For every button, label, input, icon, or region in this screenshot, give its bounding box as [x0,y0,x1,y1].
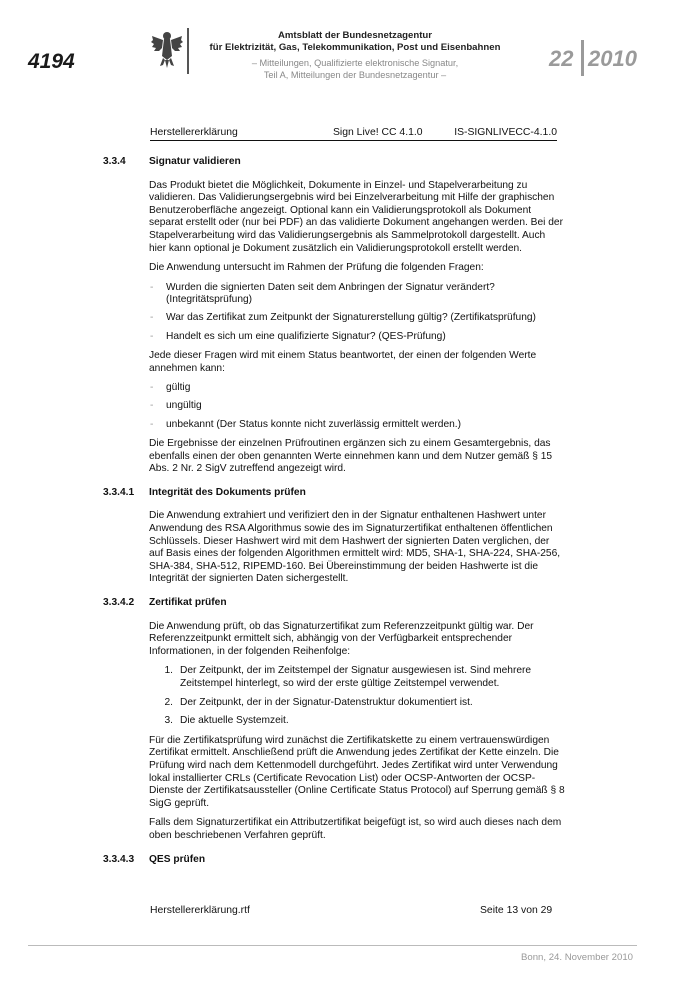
document-header-right: IS-SIGNLIVECC-4.1.0 [454,127,557,138]
dash-bullet: - [150,382,154,394]
paragraph: Die Anwendung untersucht im Rahmen der Prüfung die folgenden Fragen: [149,262,484,274]
gazette-title-line2: für Elektrizität, Gas, Telekommunikation, Post und Eisenbahnen [209,42,501,53]
dash-bullet: - [150,418,154,430]
list-number: 1. [164,665,173,677]
emblem-divider [187,28,189,74]
document-header [150,126,557,141]
status-list [149,382,565,431]
bottom-divider [28,945,637,946]
section-number: 3.3.4.3 [103,853,135,865]
section-number: 3.3.4.2 [103,597,135,609]
list-item: - Wurden die signierten Daten seit dem Anbringen der Signatur verändert? (Integritätsprüfung) [150,281,495,306]
footer-page-count: Seite 13 von 29 [480,905,553,916]
reference-time-list [149,665,565,727]
section-heading-3-3-4-2 [103,597,565,610]
list-item: - gültig [150,382,191,394]
list-item: - unbekannt (Der Status konnte nicht zuverlässig ermittelt werden.) [150,418,462,430]
footer-filename: Herstellererklärung.rtf [150,905,250,916]
paragraph: Für die Zertifikatsprüfung wird zunächst die Zertifikatskette zu einem vertrauenswürdigen Zertifikat ermittelt. Anschließend prüft die Anwendung jedes Zertifikat der Kette einzeln. Die Prüfung wird nach dem Kettenmodell durchgeführt. Jedes Zertifikat wird unter Verwendung lokal installierter CRLs (Certificate Revocation List) oder OCSP-Antworten der OCSP-Dienste der Zertifikatsaussteller (Online Certificate Status Protocol) auf Sperrung gemäß § 8 SigG geprüft. [149,734,565,809]
section-heading-3-3-4 [103,156,565,169]
gazette-section [200,58,510,81]
paragraph: Die Anwendung prüft, ob das Signaturzertifikat zum Referenzzeitpunkt gültig war. Der Referenzzeitpunkt ermittelt sich, abhängig von der Verfügbarkeit entsprechender Informationen, in der folgenden Reihenfolge: [149,620,534,657]
list-number: 2. [164,696,173,708]
section-title: Zertifikat prüfen [149,597,227,609]
gazette-title-line1: Amtsblatt der Bundesnetzagentur [277,30,433,41]
paragraph: Das Produkt bietet die Möglichkeit, Dokumente in Einzel- und Stapelverarbeitung zu validieren. Das Validierungsergebnis wird bei Einzelverarbeitung mit Hilfe der graphischen Benutzeroberfläche angezeigt. Optional kann ein Validierungsprotokoll als Dokument separat erstellt oder (nur bei PDF) an das validierte Dokument angehangen werden. Bei der Stapelverarbeitung wird das Validierungsergebnis als Sammelprotokoll dargestellt. Auch hier kann optional je Dokument zusätzlich ein Validierungsprotokoll erstellt werden. [149,179,563,254]
document-body [103,156,565,877]
section-number: 3.3.4.1 [103,486,135,498]
gazette-section-line1: – Mitteilungen, Qualifizierte elektronische Signatur, [251,58,459,68]
dash-bullet: - [150,281,154,293]
section-title: Integrität des Dokuments prüfen [149,486,306,498]
gazette-section-line2: Teil A, Mitteilungen der Bundesnetzagentur – [263,69,447,80]
section-title: QES prüfen [149,853,206,865]
paragraph: Die Ergebnisse der einzelnen Prüfroutinen ergänzen sich zu einem Gesamtergebnis, das ebenfalls einen der oben genannten Werte einnehmen kann und dem Nutzer gemäß § 15 Abs. 2 Nr. 2 SigV zutreffend angezeigt wird. [149,438,553,475]
list-item: - Handelt es sich um eine qualifizierte Signatur? (QES-Prüfung) [150,330,446,342]
dash-bullet: - [150,400,154,412]
document-header-left: Herstellererklärung [150,127,238,138]
section-heading-3-3-4-1 [103,487,565,500]
gazette-title [200,30,510,54]
list-item: - ungültig [150,400,202,412]
paragraph: Jede dieser Fragen wird mit einem Status beantwortet, der einen der folgenden Werte annehmen kann: [149,350,537,374]
gazette-page-number: 4194 [28,50,75,73]
issue-divider [581,40,584,76]
section-title: Signatur validieren [149,156,241,167]
document-header-middle: Sign Live! CC 4.1.0 [333,127,423,138]
federal-eagle-icon [150,30,184,70]
paragraph: Falls dem Signaturzertifikat ein Attributzertifikat beigefügt ist, so wird auch dieses nach dem oben beschriebenen Verfahren geprüft. [149,817,562,841]
list-item: 2. Der Zeitpunkt, der in der Signatur-Datenstruktur dokumentiert ist. [164,696,473,708]
publication-date: Bonn, 24. November 2010 [520,952,633,963]
section-number: 3.3.4 [103,156,126,167]
dash-bullet: - [150,312,154,324]
list-item: 1. Der Zeitpunkt, der im Zeitstempel der Signatur ausgewiesen ist. Sind mehrere Zeitstempel hinterlegt, so wird der erste gültige Zeitstempel verwendet. [164,665,532,689]
list-item: 3. Die aktuelle Systemzeit. [164,715,289,727]
list-item: - War das Zertifikat zum Zeitpunkt der Signaturerstellung gültig? (Zertifikatsprüfung) [150,312,536,324]
paragraph: Die Anwendung extrahiert und verifiziert den in der Signatur enthaltenen Hashwert unter Anwendung des RSA Algorithmus sowie des im Signaturzertifikat enthaltenen öffentlichen Schlüssels. Dieser Hashwert wird mit dem Hashwert der signierten Daten verglichen, der auf Basis eines der folgenden Algorithmen ermittelt wird: MD5, SHA-1, SHA-224, SHA-256, SHA-384, SHA-512, RIPEMD-160. Bei Übereinstimmung der beiden Hashwerte ist die Integrität der signierten Daten sichergestellt. [149,510,561,585]
question-list [149,282,565,343]
dash-bullet: - [150,330,154,342]
issue-year: 2010 [588,46,637,71]
section-heading-3-3-4-3 [103,854,565,867]
issue-number: 22 [549,46,574,71]
list-number: 3. [164,715,173,727]
